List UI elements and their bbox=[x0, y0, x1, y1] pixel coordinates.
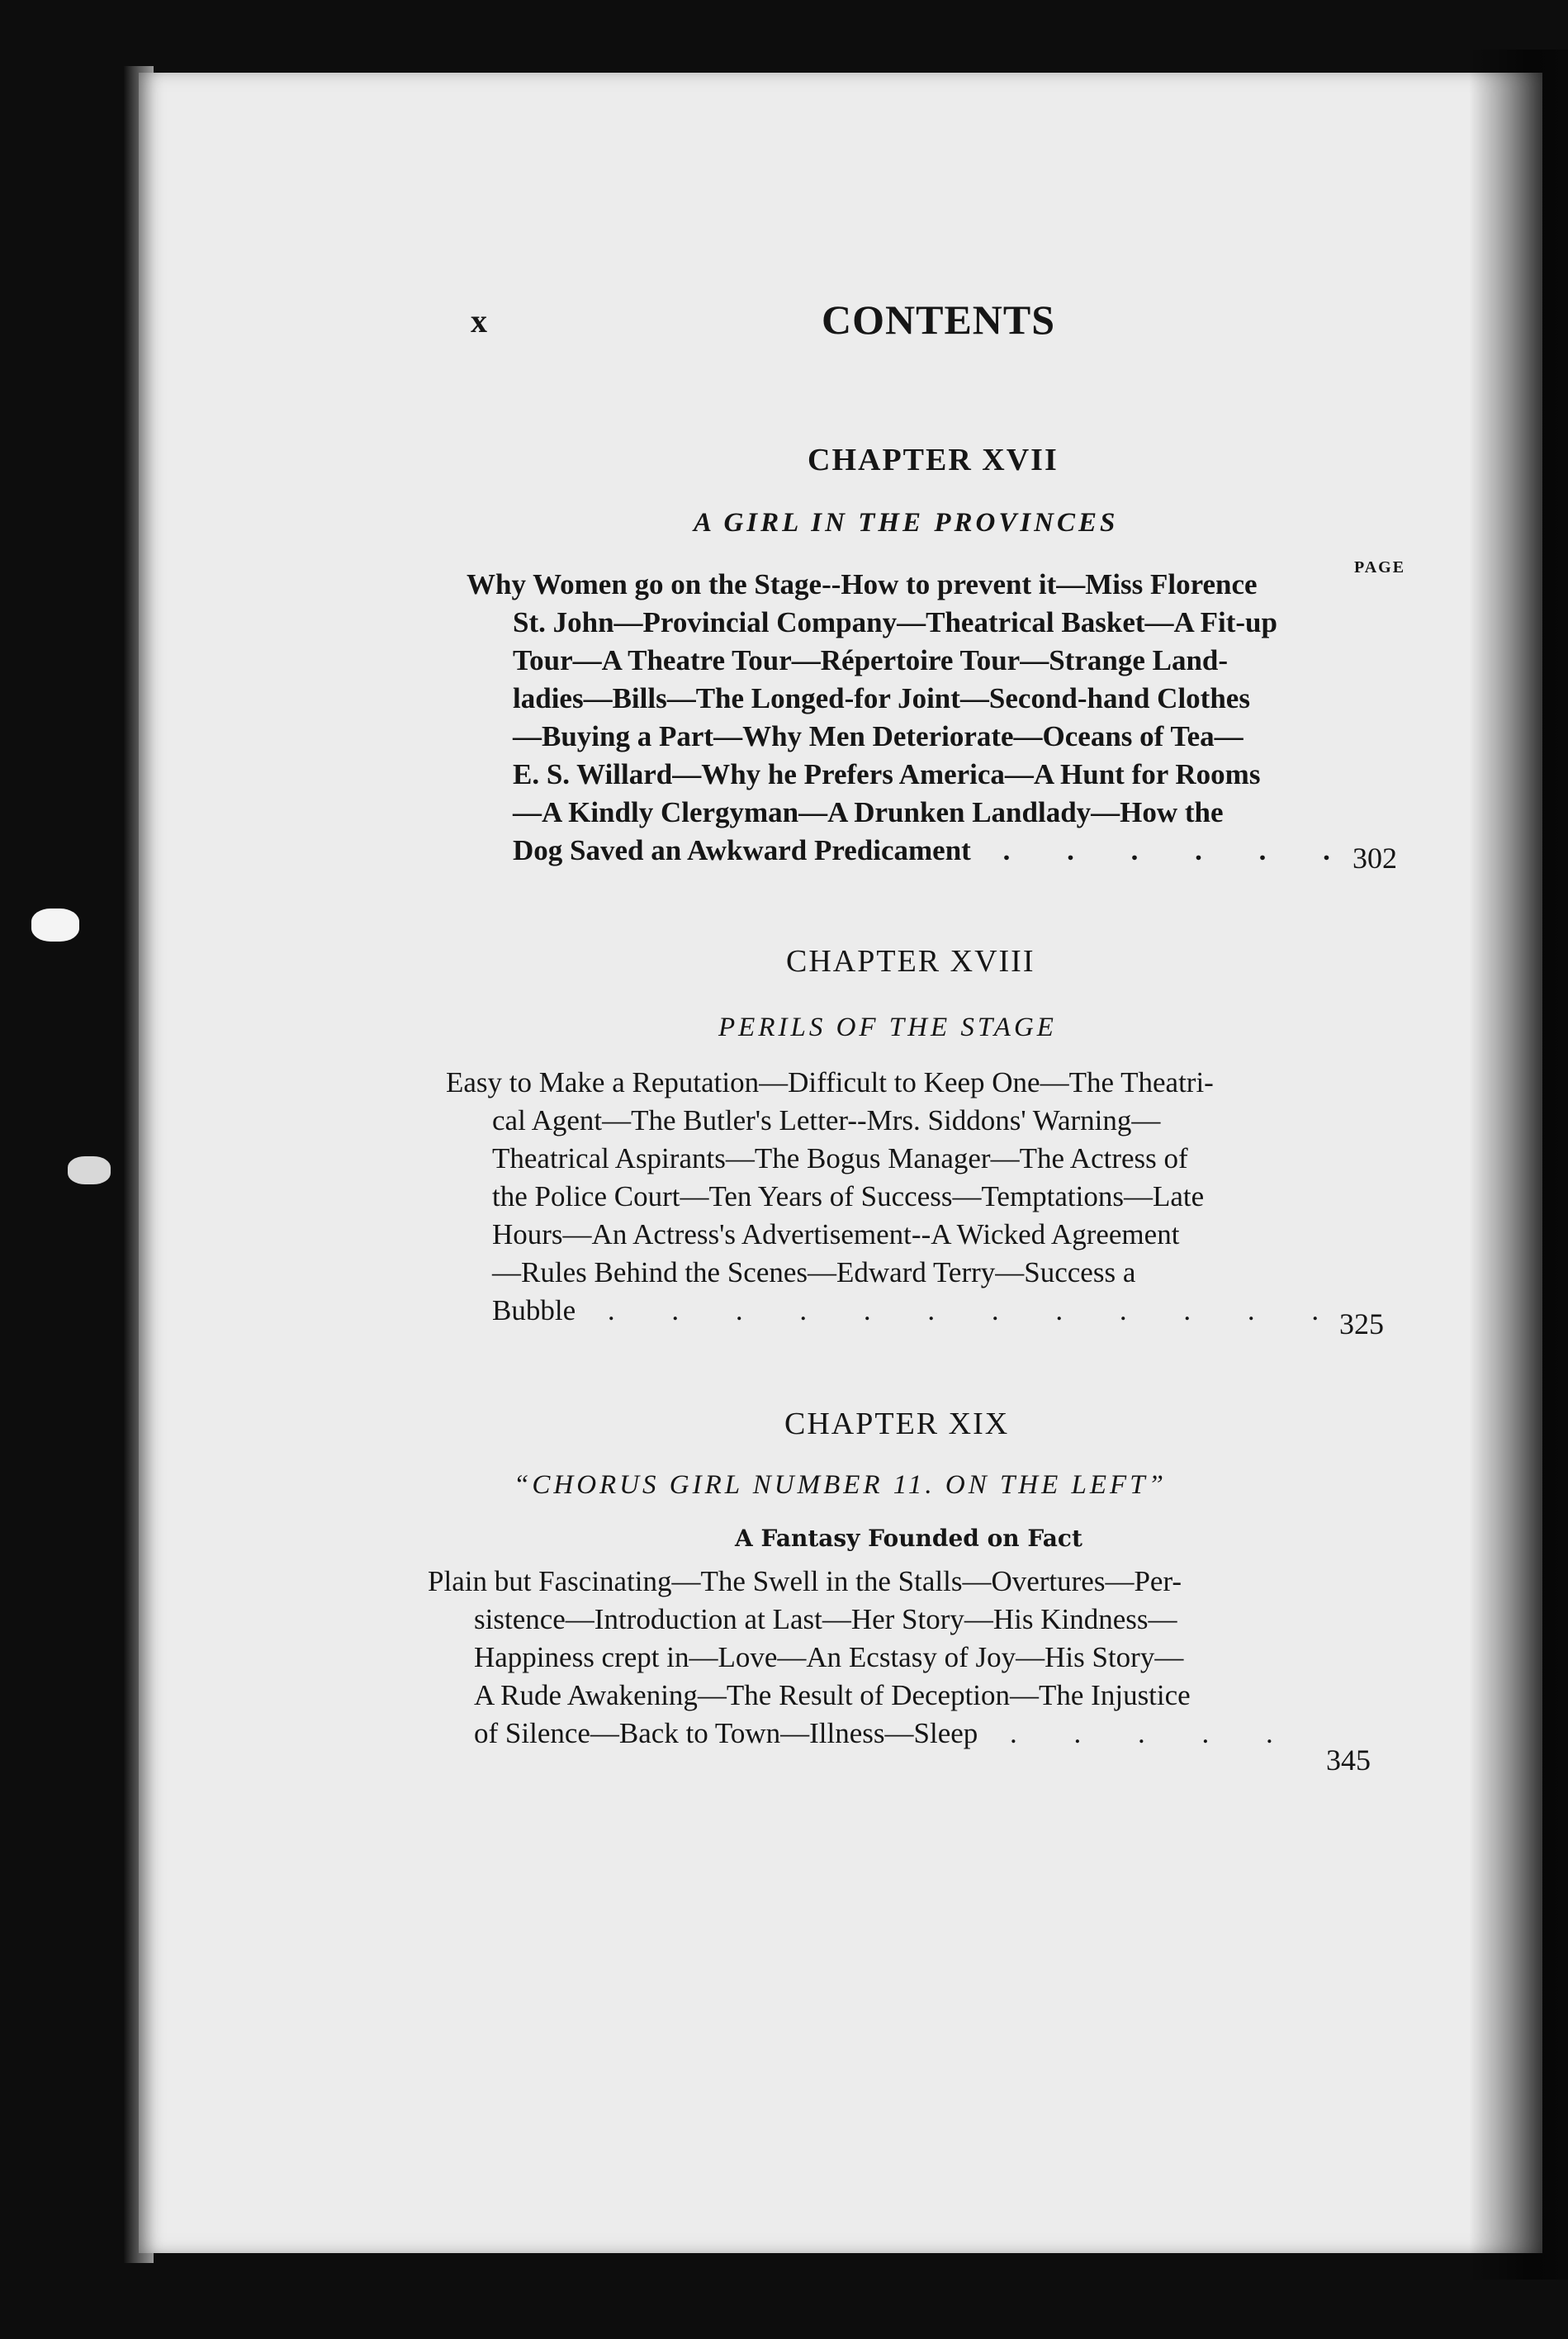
synopsis-line: E. S. Willard—Why he Prefers America—A Hunt for Rooms bbox=[513, 758, 1261, 790]
page-number: 325 bbox=[1339, 1307, 1384, 1340]
chapter-title: “CHORUS GIRL NUMBER 11. ON THE LEFT” bbox=[514, 1470, 1167, 1500]
page-number: 345 bbox=[1326, 1744, 1371, 1777]
synopsis-line: —Rules Behind the Scenes—Edward Terry—Success a bbox=[492, 1256, 1136, 1288]
synopsis-line: Why Women go on the Stage--How to prevent it—Miss Florence bbox=[467, 568, 1258, 600]
chapter-label: CHAPTER XVII bbox=[808, 443, 1059, 477]
chapter-label: CHAPTER XIX bbox=[784, 1407, 1010, 1441]
scan-artifact bbox=[31, 909, 79, 942]
chapter-title: A GIRL IN THE PROVINCES bbox=[694, 508, 1119, 538]
chapter-label: CHAPTER XVIII bbox=[786, 944, 1035, 979]
synopsis-line-text: Bubble bbox=[492, 1294, 576, 1326]
synopsis-line: Dog Saved an Awkward Predicament . . . . . . bbox=[513, 834, 1355, 866]
synopsis-line: the Police Court—Ten Years of Success—Temptations—Late bbox=[492, 1180, 1205, 1212]
synopsis-line: sistence—Introduction at Last—Her Story—His Kindness— bbox=[474, 1603, 1177, 1635]
synopsis-line: —A Kindly Clergyman—A Drunken Landlady—How the bbox=[513, 796, 1224, 828]
synopsis-line: Bubble . . . . . . . . . . . . bbox=[492, 1294, 1344, 1326]
synopsis-line-text: of Silence—Back to Town—Illness—Sleep bbox=[474, 1717, 978, 1749]
chapter-synopsis bbox=[467, 566, 1355, 870]
synopsis-line: —Buying a Part—Why Men Deteriorate—Oceans of Tea— bbox=[513, 720, 1244, 752]
synopsis-line: Plain but Fascinating—The Swell in the Stalls—Overtures—Per- bbox=[428, 1565, 1182, 1597]
page-folio: x bbox=[471, 302, 487, 339]
page-number: 302 bbox=[1352, 842, 1397, 875]
synopsis-line-text: Dog Saved an Awkward Predicament bbox=[513, 834, 971, 866]
page-column-label: PAGE bbox=[1354, 558, 1406, 576]
synopsis-line: of Silence—Back to Town—Illness—Sleep . . . . . bbox=[474, 1717, 1298, 1749]
synopsis-line: ladies—Bills—The Longed-for Joint—Second-hand Clothes bbox=[513, 682, 1250, 714]
scan-artifact bbox=[68, 1156, 111, 1184]
running-head: CONTENTS bbox=[822, 297, 1056, 343]
chapter-title: PERILS OF THE STAGE bbox=[718, 1013, 1057, 1042]
synopsis-line: Theatrical Aspirants—The Bogus Manager—The Actress of bbox=[492, 1142, 1188, 1174]
chapter-synopsis bbox=[446, 1064, 1344, 1330]
synopsis-line: Happiness crept in—Love—An Ecstasy of Joy—His Story— bbox=[474, 1641, 1184, 1673]
synopsis-line: Easy to Make a Reputation—Difficult to Keep One—The Theatri- bbox=[446, 1066, 1214, 1098]
synopsis-line: St. John—Provincial Company—Theatrical Basket—A Fit-up bbox=[513, 606, 1277, 638]
chapter-synopsis bbox=[428, 1563, 1303, 1753]
chapter-subtitle: A Fantasy Founded on Fact bbox=[735, 1525, 1082, 1552]
synopsis-line: Tour—A Theatre Tour—Répertoire Tour—Strange Land- bbox=[513, 644, 1229, 676]
page-edge-shadow bbox=[1469, 50, 1568, 2280]
synopsis-line: A Rude Awakening—The Result of Deception—The Injustice bbox=[474, 1679, 1191, 1711]
synopsis-line: Hours—An Actress's Advertisement--A Wicked Agreement bbox=[492, 1218, 1180, 1250]
synopsis-line: cal Agent—The Butler's Letter--Mrs. Siddons' Warning— bbox=[492, 1104, 1161, 1136]
